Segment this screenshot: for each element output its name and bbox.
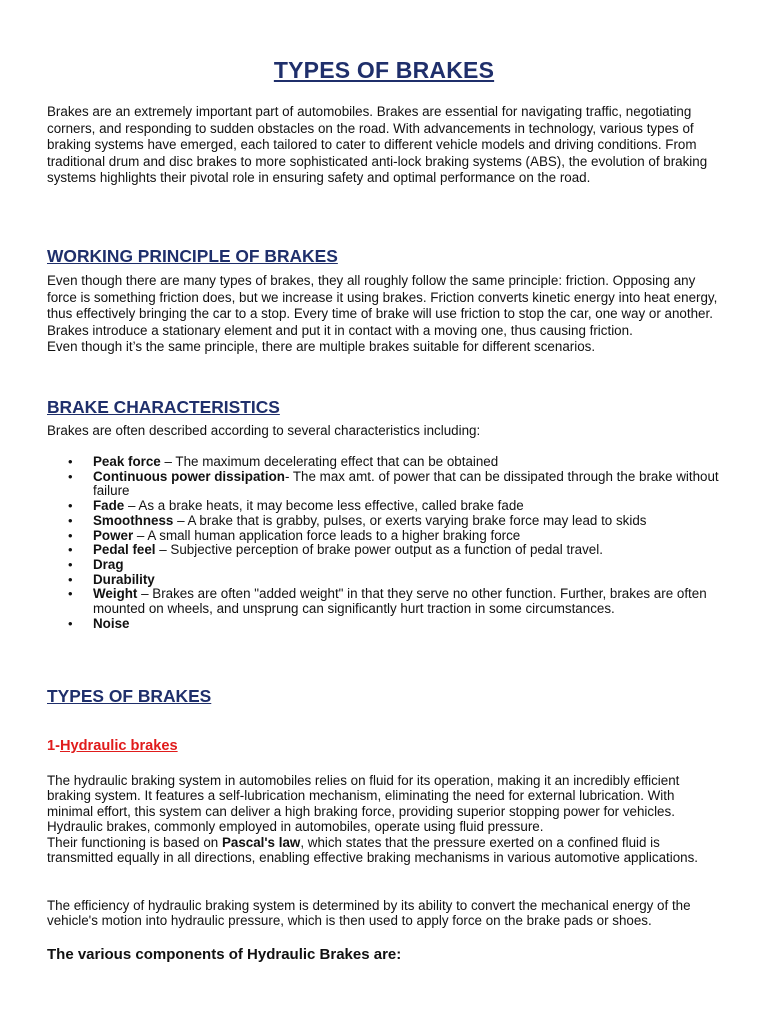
- bullet-icon: •: [68, 556, 73, 572]
- list-item: [47, 587, 727, 616]
- intro-paragraph: Brakes are an extremely important part of automobiles. Brakes are essential for navigating traffic, negotiating corners, and responding to sudden obstacles on the road. With advancements in technology, various types of braking systems have emerged, each tailored to cater to different vehicle models and driving conditions. From traditional drum and disc brakes to more sophisticated anti-lock braking systems (ABS), the evolution of braking systems highlights their pivotal role in ensuring safety and optimal performance on the road.: [47, 104, 708, 186]
- list-item: [47, 499, 727, 514]
- bullet-icon: •: [68, 498, 73, 514]
- characteristic-term: Noise: [93, 615, 130, 631]
- characteristic-term: Power: [93, 527, 134, 543]
- document-title: TYPES OF BRAKES: [273, 57, 495, 84]
- pascal-text-post: , which states that the pressure exerted on a confined fluid is transmitted equally in all directions, enabling effective braking mechanisms in various automotive applications.: [47, 834, 699, 866]
- characteristic-term: Durability: [93, 571, 155, 587]
- characteristic-term: Drag: [93, 556, 124, 572]
- characteristic-description: – The maximum decelerating effect that can be obtained: [160, 454, 499, 469]
- characteristic-term: Peak force: [93, 454, 161, 469]
- bullet-icon: •: [68, 454, 73, 469]
- list-item: [47, 529, 727, 544]
- bullet-icon: •: [68, 542, 73, 558]
- characteristic-description: – Subjective perception of brake power output as a function of pedal travel.: [155, 542, 603, 558]
- characteristic-description: – Brakes are often "added weight" in that they serve no other function. Further, brakes are often mounted on wheels, and unsprung can significantly hurt traction in some circumstances.: [93, 586, 707, 617]
- bullet-icon: •: [68, 468, 73, 484]
- characteristic-term: Smoothness: [93, 512, 174, 528]
- pascal-law-term: Pascal's law: [221, 834, 301, 850]
- characteristic-description: – As a brake heats, it may become less effective, called brake fade: [124, 498, 524, 514]
- pascal-law-paragraph: [47, 835, 723, 866]
- list-item: [47, 617, 727, 632]
- characteristics-list: [47, 455, 727, 631]
- hydraulic-intro-section: [47, 773, 723, 865]
- pascal-text-pre: Their functioning is based on: [47, 834, 222, 850]
- hydraulic-brakes-link[interactable]: Hydraulic brakes: [59, 738, 178, 754]
- list-item: [47, 543, 727, 558]
- hydraulic-brakes-heading: [47, 738, 178, 754]
- bullet-icon: •: [68, 527, 73, 543]
- bullet-icon: •: [68, 586, 73, 602]
- hydraulic-paragraph: The hydraulic braking system in automobiles relies on fluid for its operation, making it an incredibly efficient braking system. It features a self-lubrication mechanism, eliminating the need for external lubrication. With minimal effort, this system can deliver a high braking force, providing superior stopping power for vehicles. Hydraulic brakes, commonly employed in automobiles, operate using fluid pressure.: [47, 773, 680, 835]
- bullet-icon: •: [68, 571, 73, 587]
- bullet-icon: •: [68, 615, 73, 631]
- characteristic-description: – A small human application force leads to a higher braking force: [133, 527, 521, 543]
- working-principle-heading: WORKING PRINCIPLE OF BRAKES: [47, 246, 338, 266]
- list-item: [47, 514, 727, 529]
- characteristic-term: Continuous power dissipation: [93, 468, 285, 484]
- types-of-brakes-heading: TYPES OF BRAKES: [47, 686, 212, 706]
- components-heading: The various components of Hydraulic Brakes are:: [47, 946, 402, 963]
- list-item: [47, 558, 727, 573]
- characteristics-intro: Brakes are often described according to several characteristics including:: [47, 423, 481, 438]
- hydraulic-efficiency-paragraph: The efficiency of hydraulic braking system is determined by its ability to convert the mechanical energy of the vehicle's motion into hydraulic pressure, which is then used to apply force on the brake pads or shoes.: [47, 898, 691, 929]
- list-item: [47, 455, 727, 470]
- working-principle-paragraph: Even though there are many types of brakes, they all roughly follow the same principle: friction. Opposing any force is something friction does, but we increase it using brakes. Friction converts kinetic energy into heat energy, thus effectively bringing the car to a stop. Every time of brake will use friction to stop the car, one way or another. Brakes introduce a stationary element and put it in contact with a moving one, thus causing friction.: [47, 273, 718, 338]
- section-number: 1-: [47, 738, 60, 754]
- characteristic-term: Fade: [93, 498, 125, 514]
- characteristic-description: – A brake that is grabby, pulses, or exerts varying brake force may lead to skids: [173, 512, 647, 528]
- characteristic-description: - The max amt. of power that can be dissipated through the brake without failure: [93, 468, 719, 499]
- bullet-icon: •: [68, 512, 73, 528]
- brake-characteristics-heading: BRAKE CHARACTERISTICS: [47, 397, 280, 417]
- characteristic-term: Weight: [93, 586, 138, 602]
- working-principle-section: [47, 273, 719, 356]
- list-item: [47, 470, 727, 499]
- characteristic-term: Pedal feel: [93, 542, 156, 558]
- working-principle-note: Even though it’s the same principle, there are multiple brakes suitable for different scenarios.: [47, 339, 596, 355]
- list-item: [47, 573, 727, 588]
